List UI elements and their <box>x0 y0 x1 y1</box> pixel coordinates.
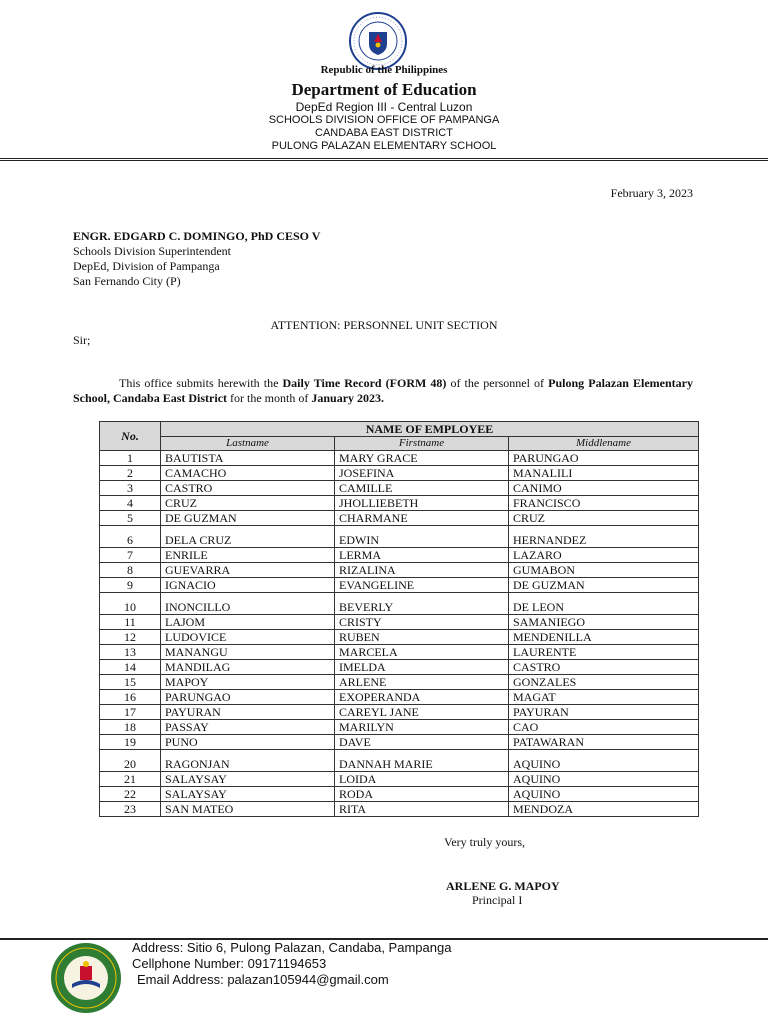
table-row <box>100 705 699 720</box>
table-row <box>100 466 699 481</box>
row-number: 11 <box>100 615 161 630</box>
row-lastname: BAUTISTA <box>161 451 335 466</box>
footer-cellphone: Cellphone Number: 09171194653 <box>132 956 327 971</box>
row-lastname: CAMACHO <box>161 466 335 481</box>
row-middlename: LAURENTE <box>509 645 699 660</box>
table-row <box>100 690 699 705</box>
table-row <box>100 451 699 466</box>
table-row <box>100 615 699 630</box>
row-lastname: MANANGU <box>161 645 335 660</box>
table-row <box>100 593 699 615</box>
header-middlename: Middlename <box>509 437 699 451</box>
row-number: 3 <box>100 481 161 496</box>
row-number: 17 <box>100 705 161 720</box>
row-lastname: IGNACIO <box>161 578 335 593</box>
body-month-ref: January 2023. <box>311 391 385 405</box>
row-middlename: CAO <box>509 720 699 735</box>
row-number: 7 <box>100 548 161 563</box>
row-firstname: IMELDA <box>335 660 509 675</box>
body-text-2: of the personnel of <box>446 376 549 390</box>
row-middlename: SAMANIEGO <box>509 615 699 630</box>
row-firstname: DANNAH MARIE <box>335 750 509 772</box>
header-divider <box>0 158 768 161</box>
row-lastname: SALAYSAY <box>161 772 335 787</box>
body-text-1: This office submits herewith the <box>119 376 283 390</box>
header-name-of-employee: NAME OF EMPLOYEE <box>161 422 699 437</box>
table-row <box>100 660 699 675</box>
row-number: 19 <box>100 735 161 750</box>
row-number: 18 <box>100 720 161 735</box>
row-firstname: CAREYL JANE <box>335 705 509 720</box>
row-firstname: RIZALINA <box>335 563 509 578</box>
letter-body <box>73 376 693 406</box>
footer-address: Address: Sitio 6, Pulong Palazan, Candaba, Pampanga <box>132 940 452 955</box>
row-lastname: PARUNGAO <box>161 690 335 705</box>
row-number: 16 <box>100 690 161 705</box>
row-number: 4 <box>100 496 161 511</box>
row-middlename: AQUINO <box>509 750 699 772</box>
salutation: Sir; <box>73 333 91 347</box>
table-row <box>100 787 699 802</box>
row-lastname: PASSAY <box>161 720 335 735</box>
row-number: 15 <box>100 675 161 690</box>
letter-date: February 3, 2023 <box>610 186 693 200</box>
row-middlename: MANALILI <box>509 466 699 481</box>
row-number: 5 <box>100 511 161 526</box>
row-middlename: DE GUZMAN <box>509 578 699 593</box>
row-number: 9 <box>100 578 161 593</box>
row-number: 10 <box>100 593 161 615</box>
row-lastname: INONCILLO <box>161 593 335 615</box>
table-row <box>100 675 699 690</box>
row-firstname: RUBEN <box>335 630 509 645</box>
attention-line: ATTENTION: PERSONNEL UNIT SECTION <box>270 318 498 332</box>
row-firstname: ARLENE <box>335 675 509 690</box>
table-row <box>100 578 699 593</box>
row-firstname: EVANGELINE <box>335 578 509 593</box>
recipient-name: ENGR. EDGARD C. DOMINGO, PhD CESO V <box>73 229 321 243</box>
row-middlename: CANIMO <box>509 481 699 496</box>
employee-rows <box>100 451 699 817</box>
row-middlename: AQUINO <box>509 772 699 787</box>
row-firstname: RITA <box>335 802 509 817</box>
row-middlename: MENDENILLA <box>509 630 699 645</box>
row-lastname: LAJOM <box>161 615 335 630</box>
signer-name: ARLENE G. MAPOY <box>446 879 560 893</box>
row-number: 6 <box>100 526 161 548</box>
row-number: 13 <box>100 645 161 660</box>
table-row <box>100 526 699 548</box>
row-lastname: CRUZ <box>161 496 335 511</box>
row-middlename: CRUZ <box>509 511 699 526</box>
row-number: 12 <box>100 630 161 645</box>
row-lastname: MAPOY <box>161 675 335 690</box>
district-line: CANDABA EAST DISTRICT <box>315 127 453 139</box>
table-row <box>100 735 699 750</box>
deped-seal <box>349 12 407 70</box>
row-firstname: RODA <box>335 787 509 802</box>
row-firstname: EDWIN <box>335 526 509 548</box>
body-school-ref: Pulong Palazan Elementary School, Candaba East District <box>73 376 693 405</box>
row-lastname: GUEVARRA <box>161 563 335 578</box>
row-middlename: GONZALES <box>509 675 699 690</box>
row-middlename: CASTRO <box>509 660 699 675</box>
row-lastname: SAN MATEO <box>161 802 335 817</box>
closing: Very truly yours, <box>444 835 525 849</box>
row-number: 22 <box>100 787 161 802</box>
recipient-office: DepEd, Division of Pampanga <box>73 259 220 273</box>
row-number: 8 <box>100 563 161 578</box>
row-lastname: SALAYSAY <box>161 787 335 802</box>
table-row <box>100 645 699 660</box>
table-row <box>100 548 699 563</box>
row-firstname: CRISTY <box>335 615 509 630</box>
table-row <box>100 563 699 578</box>
row-middlename: LAZARO <box>509 548 699 563</box>
row-number: 20 <box>100 750 161 772</box>
republic-line: Republic of the Philippines <box>320 64 448 76</box>
row-firstname: JHOLLIEBETH <box>335 496 509 511</box>
row-middlename: MAGAT <box>509 690 699 705</box>
row-number: 23 <box>100 802 161 817</box>
row-lastname: DELA CRUZ <box>161 526 335 548</box>
row-number: 1 <box>100 451 161 466</box>
row-middlename: HERNANDEZ <box>509 526 699 548</box>
row-lastname: LUDOVICE <box>161 630 335 645</box>
row-number: 14 <box>100 660 161 675</box>
region-line: DepEd Region III - Central Luzon <box>295 100 473 114</box>
row-firstname: EXOPERANDA <box>335 690 509 705</box>
row-middlename: PARUNGAO <box>509 451 699 466</box>
row-firstname: CHARMANE <box>335 511 509 526</box>
row-lastname: DE GUZMAN <box>161 511 335 526</box>
employee-table <box>99 421 699 817</box>
row-lastname: RAGONJAN <box>161 750 335 772</box>
row-firstname: MARCELA <box>335 645 509 660</box>
row-firstname: MARY GRACE <box>335 451 509 466</box>
table-row <box>100 481 699 496</box>
row-lastname: CASTRO <box>161 481 335 496</box>
table-row <box>100 511 699 526</box>
row-firstname: DAVE <box>335 735 509 750</box>
table-row <box>100 720 699 735</box>
division-line: SCHOOLS DIVISION OFFICE OF PAMPANGA <box>268 114 500 126</box>
row-number: 2 <box>100 466 161 481</box>
row-lastname: PUNO <box>161 735 335 750</box>
table-row <box>100 630 699 645</box>
row-firstname: LOIDA <box>335 772 509 787</box>
footer-email: Email Address: palazan105944@gmail.com <box>137 972 389 987</box>
row-middlename: DE LEON <box>509 593 699 615</box>
header-lastname: Lastname <box>161 437 335 451</box>
header-firstname: Firstname <box>335 437 509 451</box>
body-form-ref: Daily Time Record (FORM 48) <box>282 376 447 390</box>
row-middlename: PATAWARAN <box>509 735 699 750</box>
row-middlename: PAYURAN <box>509 705 699 720</box>
row-firstname: JOSEFINA <box>335 466 509 481</box>
row-lastname: PAYURAN <box>161 705 335 720</box>
body-text-3: for the month of <box>227 391 312 405</box>
department-title: Department of Education <box>291 80 477 99</box>
row-number: 21 <box>100 772 161 787</box>
row-middlename: GUMABON <box>509 563 699 578</box>
signer-title: Principal I <box>472 893 523 907</box>
school-logo <box>50 942 122 1014</box>
row-firstname: LERMA <box>335 548 509 563</box>
row-lastname: MANDILAG <box>161 660 335 675</box>
row-middlename: AQUINO <box>509 787 699 802</box>
row-lastname: ENRILE <box>161 548 335 563</box>
row-middlename: MENDOZA <box>509 802 699 817</box>
row-firstname: BEVERLY <box>335 593 509 615</box>
table-row <box>100 750 699 772</box>
header-no: No. <box>100 422 161 451</box>
row-firstname: MARILYN <box>335 720 509 735</box>
table-row <box>100 802 699 817</box>
table-row <box>100 772 699 787</box>
recipient-title: Schools Division Superintendent <box>73 244 231 258</box>
table-row <box>100 496 699 511</box>
row-firstname: CAMILLE <box>335 481 509 496</box>
recipient-city: San Fernando City (P) <box>73 274 181 288</box>
school-line: PULONG PALAZAN ELEMENTARY SCHOOL <box>271 140 497 152</box>
row-middlename: FRANCISCO <box>509 496 699 511</box>
